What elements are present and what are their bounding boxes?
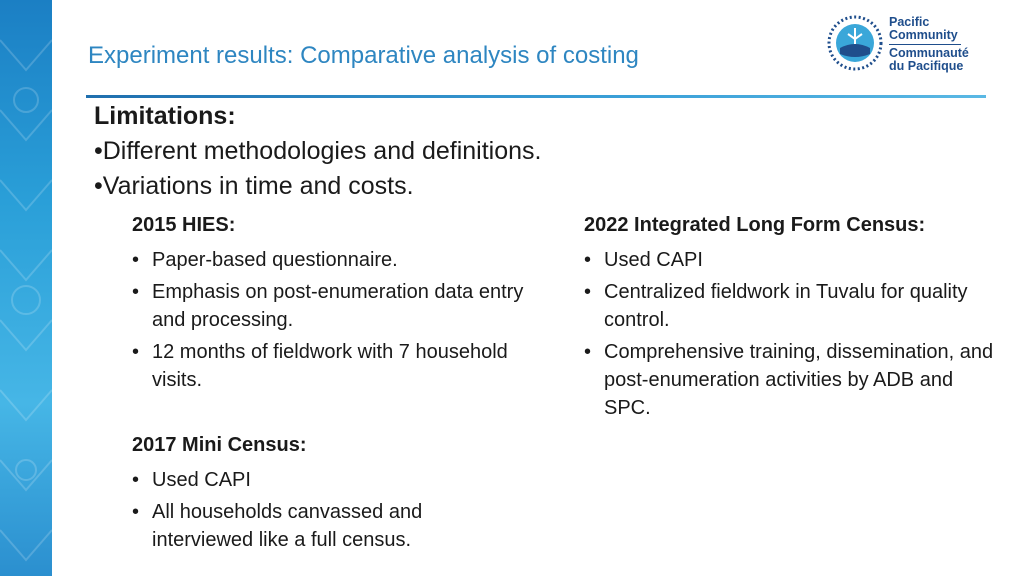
census-2022-list: [584, 246, 1004, 426]
list-item: • Used CAPI: [584, 246, 1004, 274]
list-item: • Centralized fieldwork in Tuvalu for quality control.: [584, 278, 1004, 334]
title-divider: [86, 95, 986, 98]
logo-line-1: Pacific: [889, 15, 930, 29]
limitation-item: •Different methodologies and definitions.: [94, 137, 542, 165]
pacific-community-logo: [826, 14, 996, 76]
slide-title: Experiment results: Comparative analysis of costing: [88, 42, 639, 69]
logo-line-4: du Pacifique: [889, 59, 964, 73]
census-2022-heading: 2022 Integrated Long Form Census:: [584, 214, 926, 236]
logo-emblem-icon: [826, 14, 884, 72]
logo-line-2: Community: [889, 28, 958, 42]
logo-wordmark: [889, 16, 969, 73]
list-item: • Paper-based questionnaire.: [132, 246, 542, 274]
list-item: • Comprehensive training, dissemination, and post-enumeration activities by ADB and SPC.: [584, 338, 1004, 422]
list-item: • Emphasis on post-enumeration data entry and processing.: [132, 278, 542, 334]
list-item: • 12 months of fieldwork with 7 household visits.: [132, 338, 542, 394]
list-item: • All households canvassed and interviewed like a full census.: [132, 498, 512, 554]
list-item: • Used CAPI: [132, 466, 512, 494]
hies-2015-heading: 2015 HIES:: [132, 214, 236, 236]
mini-census-2017-list: [132, 466, 512, 558]
pattern-graphic: [0, 0, 52, 576]
mini-census-2017-heading: 2017 Mini Census:: [132, 434, 307, 456]
limitation-item: •Variations in time and costs.: [94, 172, 414, 200]
limitations-heading: Limitations:: [94, 102, 236, 130]
logo-line-3: Communauté: [889, 46, 969, 60]
decorative-side-band: [0, 0, 52, 576]
hies-2015-list: [132, 246, 542, 398]
logo-divider: [889, 44, 961, 45]
